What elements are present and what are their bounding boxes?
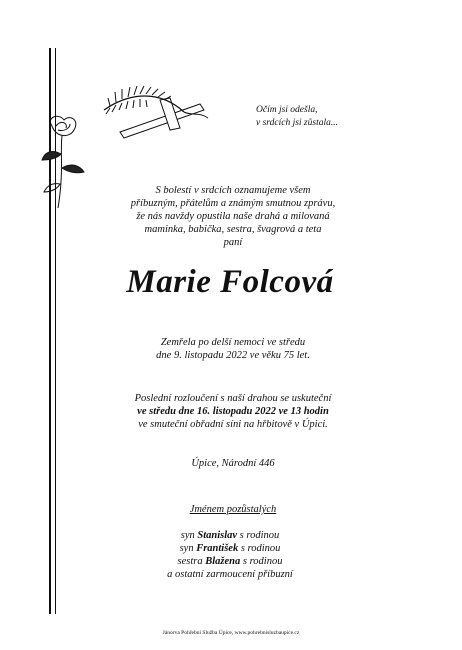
death-line-1: Zemřela po delší nemoci ve středu: [160, 337, 306, 348]
intro-line: S bolestí v srdcích oznamujeme všem: [155, 185, 311, 196]
death-line-2: dne 9. listopadu 2022 ve věku 75 let.: [156, 350, 310, 361]
announcement-intro: [98, 184, 368, 249]
intro-line: paní: [223, 237, 243, 248]
family-list: [120, 529, 340, 581]
family-member: [120, 529, 340, 542]
memorial-quote: [256, 104, 386, 130]
relation: sestra: [177, 556, 206, 567]
on-behalf-heading: Jménem pozůstalých: [189, 504, 277, 515]
intro-line: maminka, babička, sestra, švagrová a teta: [144, 224, 322, 235]
member-name: Stanislav: [197, 530, 238, 541]
member-suffix: s rodinou: [238, 543, 281, 554]
relation: syn: [179, 543, 197, 554]
address: Úpice, Národní 446: [191, 458, 275, 469]
deceased-name: Marie Folcová: [126, 264, 334, 300]
intro-line: příbuzným, přátelům a známým smutnou zprávu,: [130, 198, 336, 209]
funeral-date-time: ve středu dne 16. listopadu 2022 ve 13 hodin: [137, 406, 329, 417]
death-notice: [98, 336, 368, 362]
funeral-line-1: Poslední rozloučení s naší drahou se uskuteční: [134, 393, 332, 404]
member-name: Blažena: [205, 556, 241, 567]
funeral-line-3: ve smuteční obřadní síni na hřbitově v Úpici.: [138, 419, 328, 430]
quote-line-1: Očím jsi odešla,: [256, 105, 318, 115]
family-member: [120, 542, 340, 555]
intro-line: že nás navždy opustila naše drahá a milovaná: [136, 211, 330, 222]
member-name: František: [196, 543, 239, 554]
rose-icon: [38, 112, 90, 212]
relation: syn: [180, 530, 198, 541]
quote-line-2: v srdcích jsi zůstala...: [256, 118, 338, 128]
funeral-info: [96, 392, 370, 431]
funeral-service-footer: Jánorva Pohřební Služba Úpice, www.pohrebnisluzbaupice.cz: [162, 630, 300, 636]
family-member: [120, 555, 340, 568]
family-other-relatives: a ostatní zarmoucení příbuzní: [167, 569, 293, 580]
cross-with-palm-icon: [100, 82, 218, 140]
member-suffix: s rodinou: [240, 556, 283, 567]
member-suffix: s rodinou: [237, 530, 280, 541]
